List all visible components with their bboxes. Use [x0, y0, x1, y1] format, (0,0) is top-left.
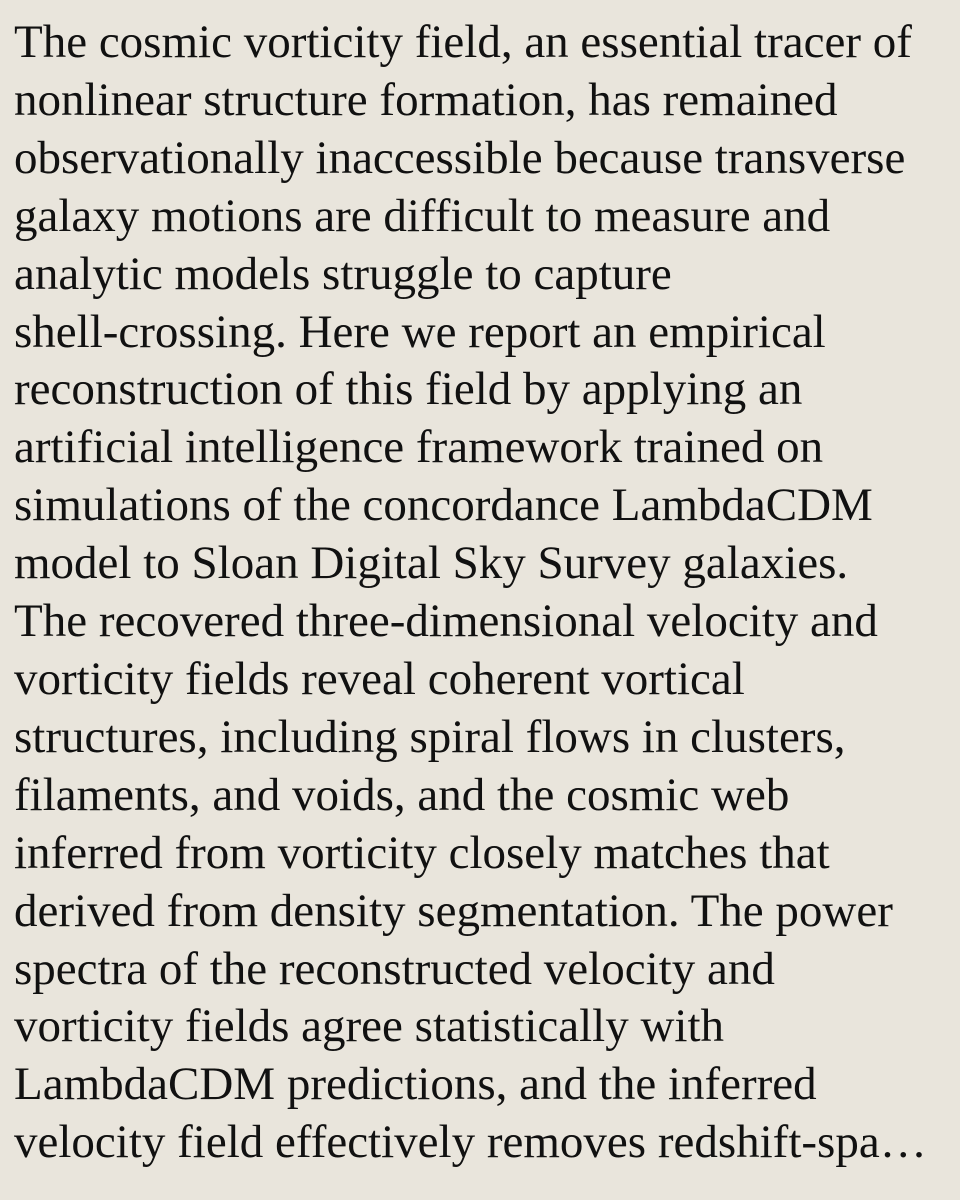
- abstract-line: shell-crossing. Here we report an empirical: [14, 305, 826, 358]
- abstract-line: model to Sloan Digital Sky Survey galaxies.: [14, 537, 849, 590]
- abstract-line: The recovered three-dimensional velocity and: [14, 595, 878, 648]
- abstract-line: observationally inaccessible because transverse: [14, 131, 906, 184]
- abstract-line: inferred from vorticity closely matches that: [14, 826, 830, 879]
- abstract-line: analytic models struggle to capture: [14, 247, 672, 300]
- abstract-text: [14, 14, 960, 1172]
- abstract-line: LambdaCDM predictions, and the inferred: [14, 1058, 817, 1111]
- abstract-line: simulations of the concordance LambdaCDM: [14, 479, 873, 532]
- abstract-line: derived from density segmentation. The power: [14, 884, 893, 937]
- abstract-line: velocity field effectively removes redshift-spa…: [14, 1116, 927, 1169]
- abstract-line: galaxy motions are difficult to measure and: [14, 189, 831, 242]
- abstract-line: structures, including spiral flows in clusters,: [14, 710, 846, 763]
- abstract-line: spectra of the reconstructed velocity and: [14, 942, 775, 995]
- abstract-line: The cosmic vorticity field, an essential tracer of: [14, 16, 912, 68]
- abstract-line: filaments, and voids, and the cosmic web: [14, 768, 790, 821]
- abstract-line: reconstruction of this field by applying an: [14, 363, 803, 416]
- abstract-line: nonlinear structure formation, has remained: [14, 73, 838, 126]
- abstract-line: vorticity fields agree statistically with: [14, 1000, 725, 1053]
- abstract-line: artificial intelligence framework trained on: [14, 421, 824, 474]
- abstract-line: vorticity fields reveal coherent vortical: [14, 652, 745, 705]
